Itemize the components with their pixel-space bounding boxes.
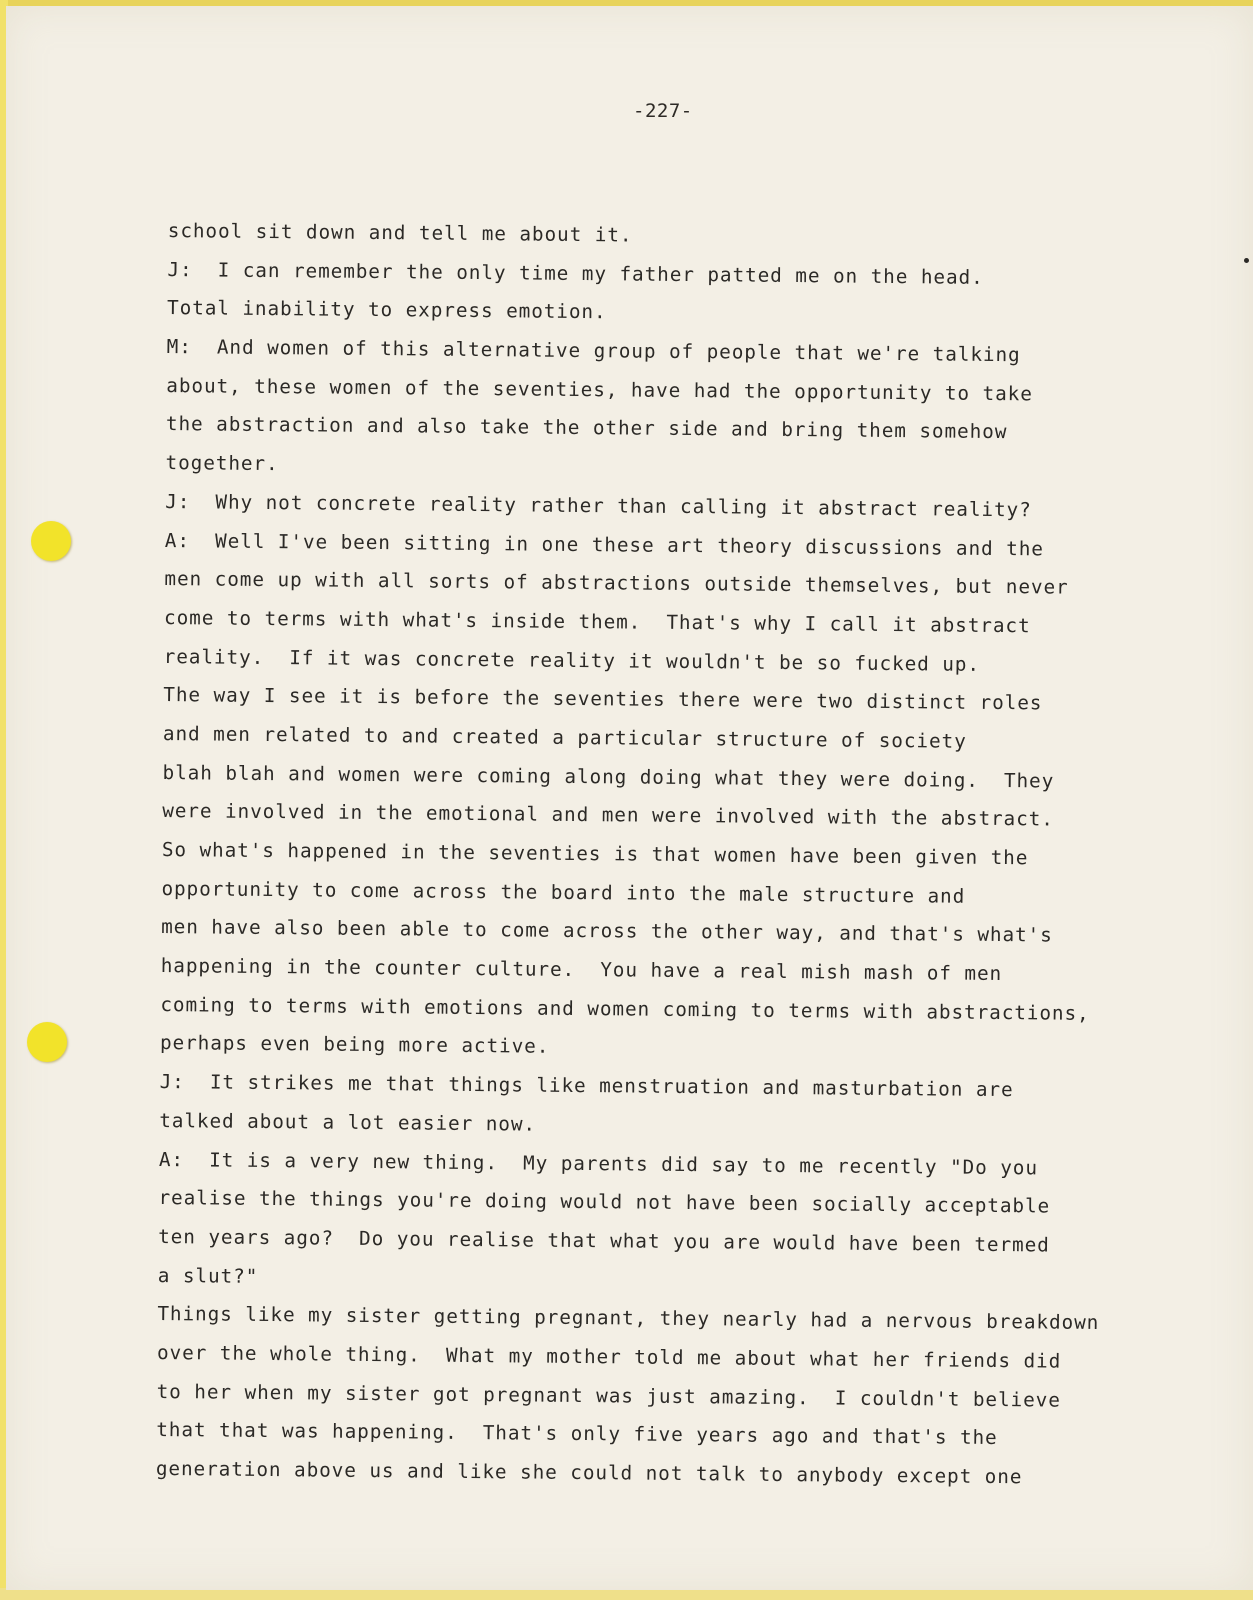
- transcript-line: a slut?": [157, 1263, 259, 1288]
- transcript-line: The way I see it is before the seventies there were two distinct roles: [163, 683, 1043, 715]
- transcript-line: that that was happening. That's only five years ago and that's the: [156, 1418, 998, 1450]
- transcript-line: talked about a lot easier now.: [159, 1108, 537, 1136]
- transcript-line: and men related to and created a particular structure of society: [162, 721, 967, 753]
- transcript-line: to her when my sister got pregnant was just amazing. I couldn't believe: [156, 1379, 1061, 1412]
- transcript-line: So what's happened in the seventies is that women have been given the: [161, 837, 1029, 870]
- binder-hole-top: [31, 521, 71, 561]
- transcript-line: the abstraction and also take the other side and bring them somehow: [165, 412, 1008, 444]
- transcript-line: ten years ago? Do you realise that what you are would have been termed: [158, 1224, 1050, 1257]
- transcript-line: happening in the counter culture. You have a real mish mash of men: [160, 954, 1003, 986]
- page-number: -227-: [633, 100, 693, 122]
- transcript-line: come to terms with what's inside them. That's why I call it abstract: [163, 605, 1031, 638]
- transcript-line: reality. If it was concrete reality it wouldn't be so fucked up.: [163, 644, 981, 676]
- transcript-line: blah blah and women were coming along doing what they were doing. They: [162, 760, 1055, 793]
- transcript-line: together.: [165, 451, 279, 476]
- transcript-line: Things like my sister getting pregnant, they nearly had a nervous breakdown: [157, 1302, 1100, 1335]
- transcript-line: J: I can remember the only time my father patted me on the head.: [167, 257, 984, 289]
- ink-speck: [1244, 258, 1249, 263]
- transcript-line: J: Why not concrete reality rather than calling it abstract reality?: [165, 489, 1032, 522]
- transcript-line: realise the things you're doing would not have been socially acceptable: [158, 1186, 1051, 1218]
- transcript-line: Total inability to express emotion.: [166, 296, 607, 324]
- transcript-line: about, these women of the seventies, have had the opportunity to take: [166, 373, 1033, 406]
- transcript-line: generation above us and like she could not talk to anybody except one: [155, 1456, 1023, 1489]
- transcript-line: men come up with all sorts of abstractions outside themselves, but never: [164, 567, 1069, 599]
- transcript-line: M: And women of this alternative group of people that we're talking: [166, 335, 1021, 367]
- transcript-line: over the whole thing. What my mother told me about what her friends did: [156, 1340, 1062, 1373]
- transcript-line: A: Well I've been sitting in one these art theory discussions and the: [164, 528, 1045, 560]
- transcript-line: A: It is a very new thing. My parents did say to me recently "Do you: [158, 1147, 1039, 1179]
- transcript-line: opportunity to come across the board into the male structure and: [161, 876, 966, 908]
- transcript-line: J: It strikes me that things like menstruation and masturbation are: [159, 1070, 1014, 1102]
- transcript-body: [156, 212, 1228, 1499]
- transcript-line: men have also been able to come across the other way, and that's what's: [161, 915, 1053, 947]
- binder-hole-bottom: [27, 1022, 67, 1062]
- transcript-line: coming to terms with emotions and women coming to terms with abstractions,: [160, 992, 1090, 1025]
- transcript-line: perhaps even being more active.: [159, 1031, 550, 1059]
- transcript-line: were involved in the emotional and men were involved with the abstract.: [162, 799, 1054, 831]
- transcript-line: school sit down and tell me about it.: [167, 218, 633, 247]
